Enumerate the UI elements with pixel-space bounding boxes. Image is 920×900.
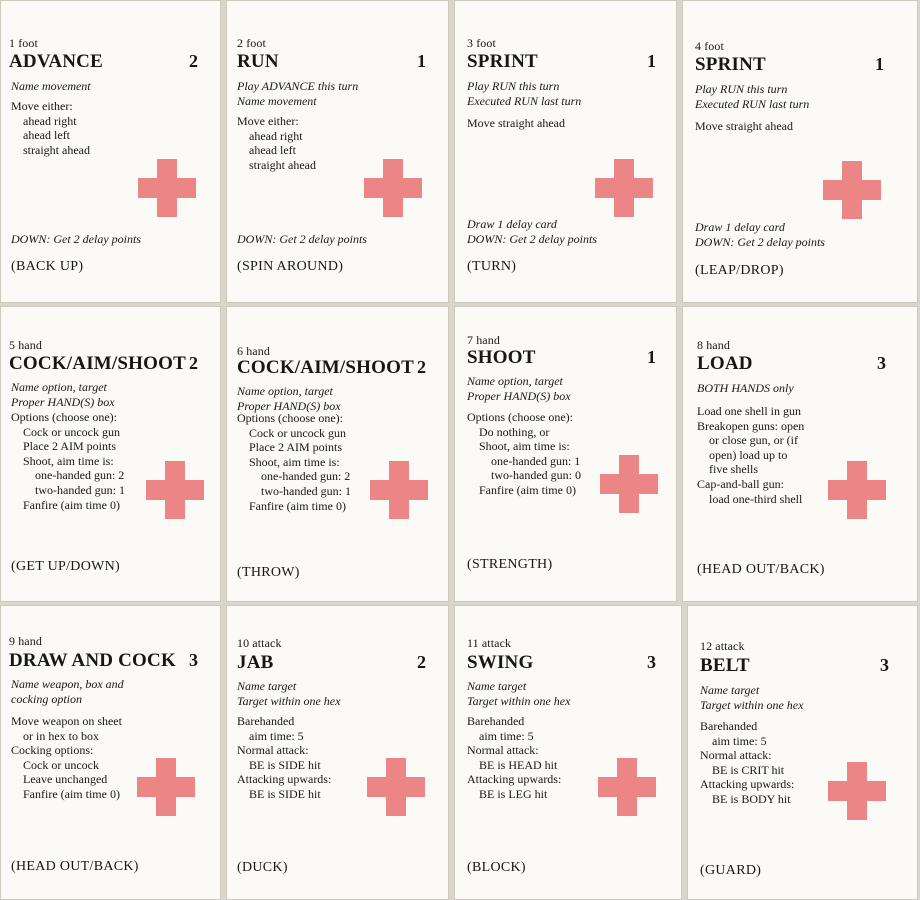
card-effect: Barehanded aim time: 5 Normal attack: BE is SIDE hit Attacking upwards: BE is SIDE hit [237, 714, 332, 801]
action-card[interactable] [682, 306, 918, 602]
red-cross-icon [600, 455, 658, 513]
card-requirements: Play RUN this turn Executed RUN last turn [467, 79, 582, 108]
card-requirements: Play RUN this turn Executed RUN last turn [695, 82, 810, 111]
card-requirements: Name option, target Proper HAND(S) box [11, 380, 115, 409]
card-title: RUN [237, 51, 279, 72]
card-number: 10 attack [237, 636, 282, 650]
red-cross-icon [823, 161, 881, 219]
card-requirements: Name movement [11, 79, 91, 93]
red-cross-icon [364, 159, 422, 217]
card-number: 1 foot [9, 36, 38, 50]
card-alternate-action: (LEAP/DROP) [695, 263, 784, 278]
card-effect: Move either: ahead right ahead left straight ahead [11, 99, 90, 157]
card-effect: Move straight ahead [695, 119, 793, 133]
red-cross-icon [146, 461, 204, 519]
card-cost: 3 [647, 652, 656, 672]
action-card[interactable] [226, 605, 449, 900]
action-card[interactable] [682, 0, 918, 303]
card-effect: Move either: ahead right ahead left straight ahead [237, 114, 316, 172]
card-title: BELT [700, 655, 750, 676]
card-number: 8 hand [697, 338, 730, 352]
card-title: LOAD [697, 353, 753, 374]
action-card[interactable] [0, 0, 221, 303]
card-title: SPRINT [695, 54, 766, 75]
card-cost: 1 [647, 51, 656, 71]
card-effect: Options (choose one): Do nothing, or Shoot, aim time is: one-handed gun: 1 two-handed gun: 0 Fanfire (aim time 0) [467, 410, 581, 497]
card-requirements: Name target Target within one hex [467, 679, 571, 708]
card-alternate-action: (BLOCK) [467, 860, 526, 875]
card-number: 11 attack [467, 636, 512, 650]
action-card[interactable] [0, 306, 221, 602]
card-number: 3 foot [467, 36, 496, 50]
card-alternate-action: (BACK UP) [11, 259, 84, 274]
card-effect: Barehanded aim time: 5 Normal attack: BE is HEAD hit Attacking upwards: BE is LEG hit [467, 714, 562, 801]
card-alternate-action: (SPIN AROUND) [237, 259, 344, 274]
card-cost: 3 [189, 650, 198, 670]
card-cost: 3 [880, 655, 889, 675]
card-cost: 1 [647, 347, 656, 367]
card-alternate-action: (TURN) [467, 259, 517, 274]
card-down-penalty: Draw 1 delay card DOWN: Get 2 delay points [695, 220, 825, 249]
card-number: 2 foot [237, 36, 266, 50]
red-cross-icon [367, 758, 425, 816]
red-cross-icon [137, 758, 195, 816]
card-effect: Barehanded aim time: 5 Normal attack: BE is CRIT hit Attacking upwards: BE is BODY hit [700, 719, 795, 806]
card-effect: Options (choose one): Cock or uncock gun Place 2 AIM points Shoot, aim time is: one-handed gun: 2 two-handed gun: 1 Fanfire (aim time 0) [237, 411, 351, 513]
action-card[interactable] [226, 0, 449, 303]
red-cross-icon [138, 159, 196, 217]
card-title: COCK/AIM/SHOOT [237, 357, 414, 378]
action-card[interactable] [454, 306, 677, 602]
card-cost: 1 [417, 51, 426, 71]
card-alternate-action: (HEAD OUT/BACK) [11, 859, 139, 874]
card-down-penalty: DOWN: Get 2 delay points [11, 232, 141, 246]
action-card[interactable] [454, 0, 677, 303]
card-alternate-action: (GET UP/DOWN) [11, 559, 121, 574]
card-title: COCK/AIM/SHOOT [9, 353, 186, 374]
red-cross-icon [370, 461, 428, 519]
card-alternate-action: (DUCK) [237, 860, 288, 875]
card-requirements: BOTH HANDS only [697, 381, 794, 395]
card-cost: 2 [417, 357, 426, 377]
red-cross-icon [595, 159, 653, 217]
card-title: ADVANCE [9, 51, 103, 72]
card-number: 7 hand [467, 333, 500, 347]
card-number: 9 hand [9, 634, 42, 648]
card-number: 5 hand [9, 338, 42, 352]
card-cost: 1 [875, 54, 884, 74]
card-cost: 3 [877, 353, 886, 373]
card-requirements: Name option, target Proper HAND(S) box [467, 374, 571, 403]
card-alternate-action: (STRENGTH) [467, 557, 553, 572]
red-cross-icon [828, 762, 886, 820]
red-cross-icon [828, 461, 886, 519]
card-down-penalty: DOWN: Get 2 delay points [237, 232, 367, 246]
card-number: 6 hand [237, 344, 270, 358]
card-alternate-action: (THROW) [237, 565, 300, 580]
card-requirements: Name weapon, box and cocking option [11, 677, 124, 706]
card-number: 4 foot [695, 39, 724, 53]
card-requirements: Name target Target within one hex [237, 679, 341, 708]
action-card[interactable] [687, 605, 918, 900]
card-requirements: Play ADVANCE this turn Name movement [237, 79, 359, 108]
action-card[interactable] [454, 605, 682, 900]
card-title: SPRINT [467, 51, 538, 72]
card-alternate-action: (HEAD OUT/BACK) [697, 562, 825, 577]
card-alternate-action: (GUARD) [700, 863, 762, 878]
card-requirements: Name option, target Proper HAND(S) box [237, 384, 341, 413]
card-effect: Move weapon on sheet or in hex to box Cocking options: Cock or uncock Leave unchanged Fanfire (aim time 0) [11, 714, 122, 801]
card-down-penalty: Draw 1 delay card DOWN: Get 2 delay points [467, 217, 597, 246]
card-effect: Load one shell in gun Breakopen guns: open or close gun, or (if open) load up to five shells Cap-and-ball gun: load one-third shell [697, 404, 805, 506]
card-title: SHOOT [467, 347, 536, 368]
action-card[interactable] [0, 605, 221, 900]
card-title: DRAW AND COCK [9, 650, 176, 671]
action-card[interactable] [226, 306, 449, 602]
card-requirements: Name target Target within one hex [700, 683, 804, 712]
card-title: JAB [237, 652, 274, 673]
card-effect: Options (choose one): Cock or uncock gun Place 2 AIM points Shoot, aim time is: one-handed gun: 2 two-handed gun: 1 Fanfire (aim time 0) [11, 410, 125, 512]
card-effect: Move straight ahead [467, 116, 565, 130]
card-cost: 2 [189, 353, 198, 373]
card-cost: 2 [189, 51, 198, 71]
card-number: 12 attack [700, 639, 745, 653]
red-cross-icon [598, 758, 656, 816]
card-cost: 2 [417, 652, 426, 672]
card-title: SWING [467, 652, 534, 673]
